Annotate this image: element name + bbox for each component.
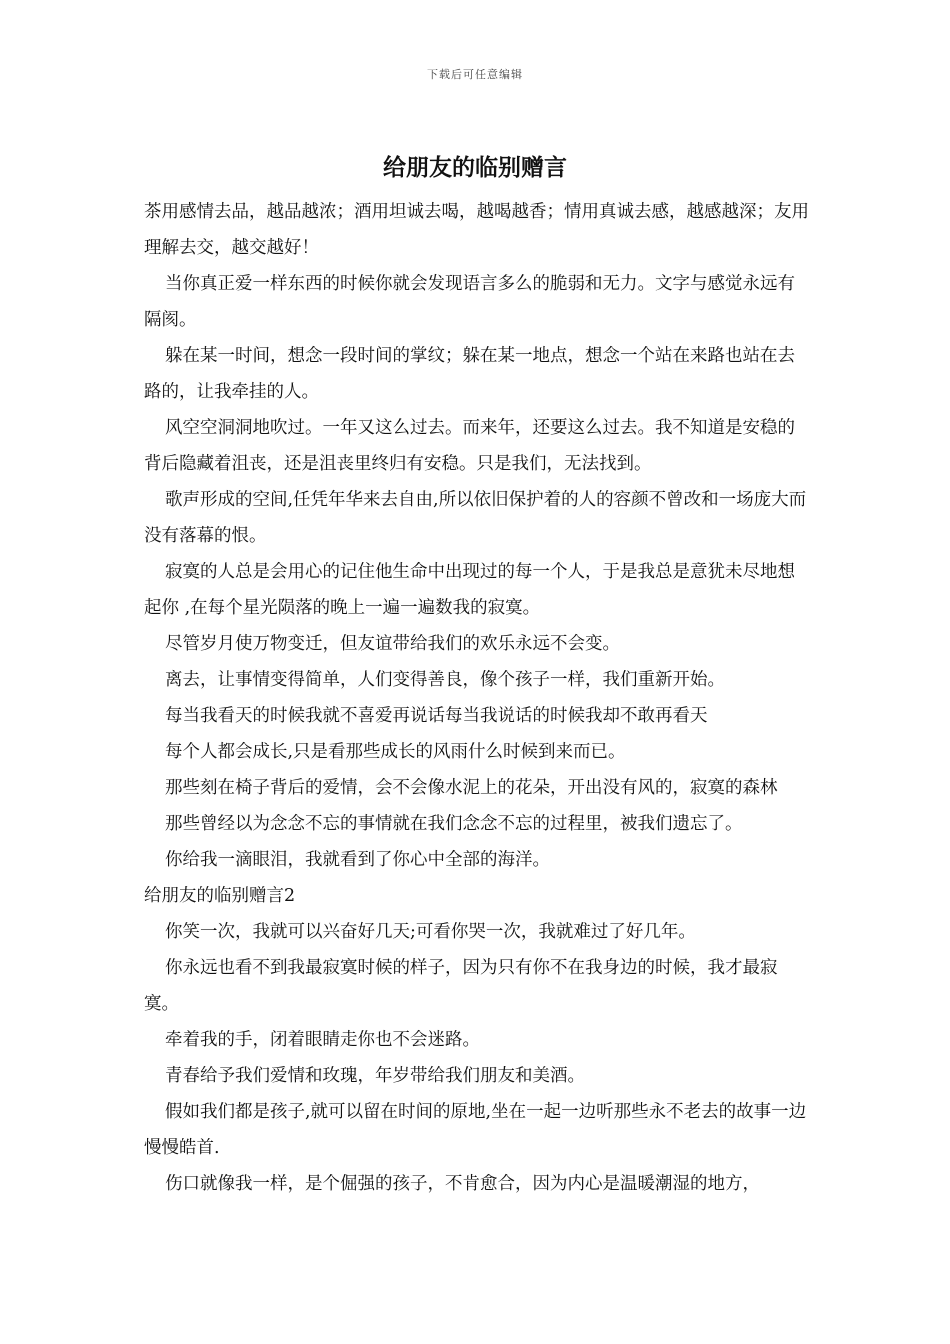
paragraph: 歌声形成的空间,任凭年华来去自由,所以依旧保护着的人的容颜不曾改和一场庞大而没有落幕的恨。 — [144, 490, 807, 546]
paragraph: 离去，让事情变得简单，人们变得善良，像个孩子一样，我们重新开始。 — [165, 670, 725, 690]
paragraph: 伤口就像我一样，是个倔强的孩子，不肯愈合，因为内心是温暖潮湿的地方， — [165, 1174, 760, 1194]
paragraph: 尽管岁月使万物变迁，但友谊带给我们的欢乐永远不会变。 — [165, 634, 620, 654]
paragraph: 每个人都会成长,只是看那些成长的风雨什么时候到来而已。 — [165, 742, 626, 762]
paragraph: 给朋友的临别赠言2 — [144, 886, 296, 906]
paragraph: 每当我看天的时候我就不喜爱再说话每当我说话的时候我却不敢再看天 — [165, 706, 708, 726]
paragraph: 躲在某一时间，想念一段时间的掌纹；躲在某一地点，想念一个站在来路也站在去路的，让我牵挂的人。 — [144, 346, 795, 402]
paragraph: 当你真正爱一样东西的时候你就会发现语言多么的脆弱和无力。文字与感觉永远有隔阂。 — [144, 274, 795, 330]
paragraph: 牵着我的手，闭着眼睛走你也不会迷路。 — [165, 1030, 480, 1050]
paragraph: 那些刻在椅子背后的爱情，会不会像水泥上的花朵，开出没有风的，寂寞的森林 — [165, 778, 778, 798]
paragraph: 茶用感情去品，越品越浓；酒用坦诚去喝，越喝越香；情用真诚去感，越感越深；友用理解去交，越交越好！ — [144, 202, 809, 258]
paragraph: 青春给予我们爱情和玫瑰，年岁带给我们朋友和美酒。 — [165, 1066, 585, 1086]
paragraph: 你给我一滴眼泪，我就看到了你心中全部的海洋。 — [165, 850, 550, 870]
paragraph: 寂寞的人总是会用心的记住他生命中出现过的每一个人，于是我总是意犹未尽地想起你 ,在每个星光陨落的晚上一遍一遍数我的寂寞。 — [144, 562, 795, 618]
paragraph: 假如我们都是孩子,就可以留在时间的原地,坐在一起一边听那些永不老去的故事一边慢慢皓首. — [144, 1102, 807, 1158]
document-body — [144, 194, 812, 1202]
paragraph: 那些曾经以为念念不忘的事情就在我们念念不忘的过程里，被我们遗忘了。 — [165, 814, 743, 834]
paragraph: 你笑一次，我就可以兴奋好几天;可看你哭一次，我就难过了好几年。 — [165, 922, 696, 942]
paragraph: 你永远也看不到我最寂寞时候的样子，因为只有你不在我身边的时候，我才最寂寞。 — [144, 958, 778, 1014]
document-title: 给朋友的临别赠言 — [383, 155, 567, 181]
paragraph: 风空空洞洞地吹过。一年又这么过去。而来年，还要这么过去。我不知道是安稳的背后隐藏着沮丧，还是沮丧里终归有安稳。只是我们，无法找到。 — [144, 418, 795, 474]
header-note: 下载后可任意编辑 — [427, 68, 523, 81]
